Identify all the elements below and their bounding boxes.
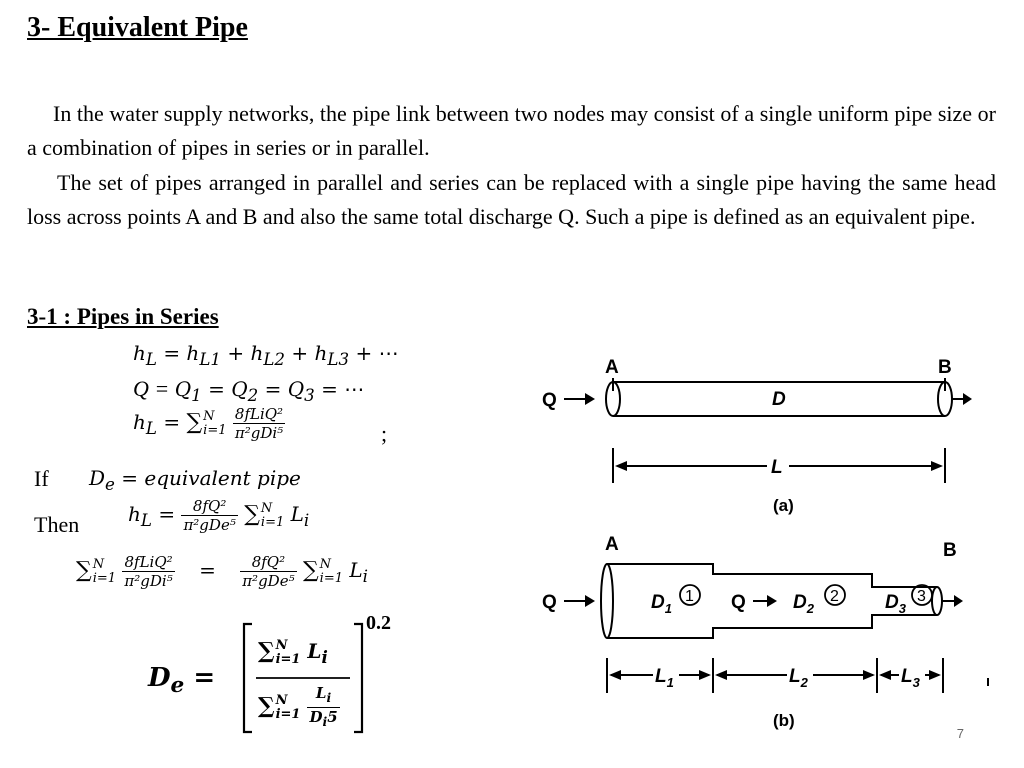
final-equation-exponent: 0.2 [366,612,391,634]
section-subtitle: 3-1 : Pipes in Series [27,304,219,329]
final-equation-numerator: ∑ N i=1 $L_i$ [258,637,328,667]
equation-separator: ; [381,421,388,446]
diagram-b-pipe-inlet [601,564,613,638]
equation-equivalent-head-loss: $h_L$ = $\frac{\text{8fQ²}}{\text{π²gDe⁵}}$ ∑ N i=1 $L_i$ [128,497,310,534]
diagram-b-d2: $D_2$ [793,592,814,616]
final-equation-denominator: ∑ N i=1 $\frac{L_i}{D_i5}$ [258,684,338,729]
svg-text:2: 2 [830,588,839,605]
diagram-b-l1: $L_1$ [655,666,674,690]
diagram-a-caption: (a) [773,496,794,515]
diagram-b-flow-mid: Q [731,592,746,613]
diagram-a-diameter-label: D [772,389,786,410]
diagram-b-l3: $L_3$ [901,666,920,690]
final-equation-lhs: $D_e$ = [148,663,216,699]
diagram-b-pipe-outlet [932,587,942,615]
diagram-series-pipes [535,528,995,740]
equation-equivalent-def: $D_e$ = equivalent pipe [89,466,301,494]
diagram-a-point-b: B [938,357,952,378]
equation-head-loss-sum: $h_L = h_{L1} + h_{L2} + h_{L3}$ + ⋯ [133,341,399,369]
diagram-a-length-label: L [771,457,783,478]
diagram-b-point-b: B [943,540,957,561]
if-label: If [34,466,49,491]
diagram-b-d1: $D_1$ [651,592,672,616]
equation-head-loss-formula: $h_L$ = ∑ N i=1 $\frac{\text{8fLiQ²}}{\text{π²gDi⁵}}$ [133,405,284,442]
diagram-single-pipe [535,348,975,528]
intro-paragraph: In the water supply networks, the pipe link between two nodes may consist of a single uniform pipe size or a combination of pipes in series or in parallel. [27,101,996,160]
diagram-a-flow-q: Q [542,390,557,411]
diagram-b-d3: $D_3$ [885,592,906,616]
equation-equality: ∑ N i=1 $\frac{\text{8fLiQ²}}{\text{π²gDi⁵}}$ = $\frac{\text{8fQ²}}{\text{π²gDe⁵}}$ ∑ N i=1 $L_i$ [76,553,368,590]
diagram-b-caption: (b) [773,711,795,730]
diagram-b-point-a: A [605,534,619,555]
diagram-b-l2: $L_2$ [789,666,808,690]
page-title: 3- Equivalent Pipe [27,12,248,43]
svg-text:3: 3 [917,588,926,605]
equation-discharge: $Q = Q_1 = Q_2 = Q_3$ = ⋯ [133,376,365,405]
page-number: 7 [956,726,964,741]
then-label: Then [34,512,80,537]
diagram-a-point-a: A [605,357,619,378]
diagram-b-flow-q: Q [542,592,557,613]
equivalent-pipe-paragraph: The set of pipes arranged in parallel and series can be replaced with a single pipe having the same head loss across points A and B and also the same total discharge Q. Such a pipe is defined as an equivalent pipe. [27,170,996,229]
svg-text:1: 1 [685,588,694,605]
